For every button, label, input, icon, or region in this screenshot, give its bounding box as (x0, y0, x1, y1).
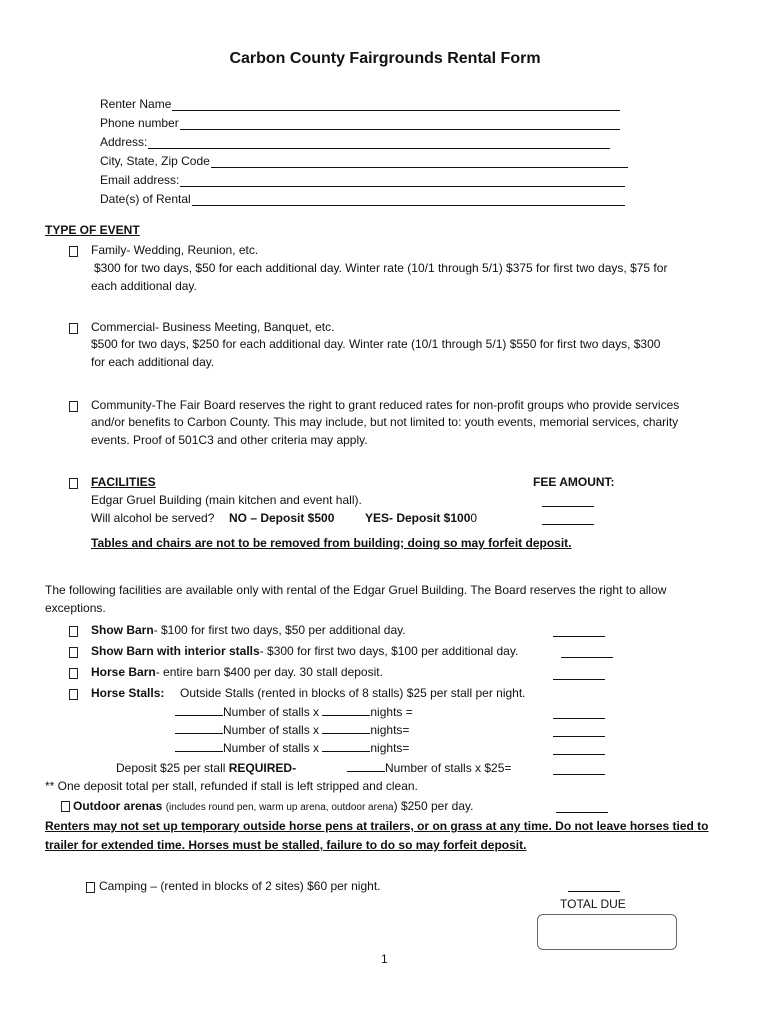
type-of-event-heading: TYPE OF EVENT (45, 223, 140, 237)
email-label: Email address: (100, 173, 180, 187)
horse-barn-rate: - entire barn $400 per day. 30 stall deposit. (155, 665, 383, 679)
alcohol-question: Will alcohol be served? (91, 511, 215, 525)
stall-row-3-fee-line[interactable] (553, 754, 605, 755)
outdoor-arenas-line (73, 799, 473, 813)
commercial-label: Commercial- Business Meeting, Banquet, etc. (91, 320, 335, 334)
phone-number-label: Phone number (100, 116, 179, 130)
horse-barn-line (91, 665, 383, 679)
stall-row-2-nights-label: nights= (370, 723, 410, 737)
outdoor-arenas-label: Outdoor arenas (73, 799, 163, 813)
horse-stalls-rate: Outside Stalls (rented in blocks of 8 stalls) $25 per stall per night. (180, 686, 526, 700)
stall-row-2-stalls-blank[interactable] (175, 723, 223, 734)
stall-row-2-nights-blank[interactable] (322, 723, 370, 734)
phone-number-line[interactable] (180, 118, 620, 130)
page-number: 1 (381, 952, 388, 966)
stall-row-3 (175, 741, 409, 755)
community-line3: events. Proof of 501C3 and other criteria may apply. (91, 433, 368, 447)
address-label: Address: (100, 135, 148, 149)
show-barn-checkbox[interactable] (69, 626, 78, 637)
stall-row-1-nights-label: nights = (370, 705, 413, 719)
commercial-rate-line1: $500 for two days, $250 for each additional day. Winter rate (10/1 through 5/1) $550 for first two days, $300 (91, 337, 661, 351)
interior-stalls-label: Show Barn with interior stalls (91, 644, 260, 658)
city-state-zip-field[interactable] (100, 152, 628, 168)
camping-fee-line[interactable] (568, 891, 620, 892)
stall-deposit-required: REQUIRED- (228, 761, 297, 775)
stall-deposit-lead: Deposit $25 per stall (116, 761, 229, 775)
show-barn-rate: - $100 for first two days, $50 per additional day. (153, 623, 406, 637)
camping-line: Camping – (rented in blocks of 2 sites) $60 per night. (99, 879, 381, 893)
email-field[interactable] (100, 171, 625, 187)
interior-stalls-line (91, 644, 518, 658)
community-line1: Community-The Fair Board reserves the right to grant reduced rates for non-profit groups who provide services (91, 398, 680, 412)
interior-stalls-checkbox[interactable] (69, 647, 78, 658)
renters-warning-line2: trailer for extended time. Horses must be stalled, failure to do so may forfeit deposit. (45, 838, 527, 852)
stall-deposit-count-blank[interactable] (347, 761, 385, 772)
stall-row-1-stalls-blank[interactable] (175, 705, 223, 716)
rental-dates-field[interactable] (100, 190, 625, 206)
stall-row-2-fee-line[interactable] (553, 736, 605, 737)
stall-row-3-number-label: Number of stalls x (223, 741, 323, 755)
family-checkbox[interactable] (69, 246, 78, 257)
facilities-heading: FACILITIES (91, 475, 156, 489)
address-line[interactable] (148, 137, 610, 149)
stall-row-2-number-label: Number of stalls x (223, 723, 323, 737)
outdoor-arenas-rate: ) $250 per day. (393, 799, 474, 813)
family-rate-line2: each additional day. (91, 279, 197, 293)
stall-row-1-nights-blank[interactable] (322, 705, 370, 716)
show-barn-fee-line[interactable] (553, 636, 605, 637)
stall-row-2 (175, 723, 409, 737)
commercial-rate-line2: for each additional day. (91, 355, 215, 369)
form-title: Carbon County Fairgrounds Rental Form (229, 50, 541, 67)
deposit-fee-line[interactable] (542, 524, 594, 525)
renter-name-field[interactable] (100, 95, 620, 111)
alcohol-yes-label: YES- Deposit $100 (365, 511, 471, 525)
horse-barn-label: Horse Barn (91, 665, 156, 679)
city-state-zip-label: City, State, Zip Code (100, 154, 210, 168)
rental-dates-label: Date(s) of Rental (100, 192, 191, 206)
outdoor-arenas-fee-line[interactable] (556, 812, 608, 813)
stall-deposit-line (116, 761, 296, 775)
stall-row-1-number-label: Number of stalls x (223, 705, 323, 719)
commercial-checkbox[interactable] (69, 323, 78, 334)
total-due-label: TOTAL DUE (560, 897, 626, 911)
renter-name-line[interactable] (172, 99, 620, 111)
stall-row-3-nights-blank[interactable] (322, 741, 370, 752)
interior-stalls-fee-line[interactable] (561, 657, 613, 658)
stall-row-3-nights-label: nights= (370, 741, 410, 755)
building-fee-line[interactable] (542, 506, 594, 507)
alcohol-no-option: NO – Deposit $500 (229, 511, 335, 525)
interior-stalls-rate: - $300 for first two days, $100 per additional day. (259, 644, 519, 658)
family-label: Family- Wedding, Reunion, etc. (91, 243, 259, 257)
following-facilities-line2: exceptions. (45, 601, 106, 615)
deposit-note: ** One deposit total per stall, refunded if stall is left stripped and clean. (45, 779, 418, 793)
alcohol-yes-option (365, 511, 477, 525)
stall-row-1-fee-line[interactable] (553, 718, 605, 719)
stall-deposit-fee-line[interactable] (553, 774, 605, 775)
city-state-zip-line[interactable] (211, 156, 628, 168)
renter-name-label: Renter Name (100, 97, 172, 111)
community-checkbox[interactable] (69, 401, 78, 412)
facilities-checkbox[interactable] (69, 478, 78, 489)
email-line[interactable] (180, 175, 625, 187)
horse-barn-fee-line[interactable] (553, 679, 605, 680)
horse-stalls-checkbox[interactable] (69, 689, 78, 700)
renters-warning-line1: Renters may not set up temporary outside horse pens at trailers, or on grass at any time. Do not leave horses tied to (45, 819, 709, 833)
stall-row-1 (175, 705, 413, 719)
following-facilities-line1: The following facilities are available only with rental of the Edgar Gruel Building. The Board reserves the right to allow (45, 583, 667, 597)
tables-chairs-warning: Tables and chairs are not to be removed from building; doing so may forfeit deposit. (91, 536, 572, 550)
rental-dates-line[interactable] (192, 194, 625, 206)
stall-deposit-tail: Number of stalls x $25= (385, 761, 512, 775)
stall-row-3-stalls-blank[interactable] (175, 741, 223, 752)
outdoor-arenas-includes: (includes round pen, warm up arena, outdoor arena (165, 802, 394, 813)
building-description: Edgar Gruel Building (main kitchen and event hall). (91, 493, 362, 507)
outdoor-arenas-checkbox[interactable] (61, 801, 70, 812)
total-due-box[interactable] (537, 914, 677, 950)
camping-checkbox[interactable] (86, 882, 95, 893)
alcohol-yes-tail: 0 (470, 511, 478, 525)
horse-stalls-label: Horse Stalls: (91, 686, 165, 700)
show-barn-label: Show Barn (91, 623, 154, 637)
fee-amount-heading: FEE AMOUNT: (533, 475, 615, 489)
phone-number-field[interactable] (100, 114, 620, 130)
family-rate-line1: $300 for two days, $50 for each additional day. Winter rate (10/1 through 5/1) $375 for first two days, $75 for (94, 261, 668, 275)
address-field[interactable] (100, 133, 610, 149)
stall-deposit-count (347, 761, 511, 775)
horse-barn-checkbox[interactable] (69, 668, 78, 679)
community-line2: and/or benefits to Carbon County. This may include, but not limited to: youth events, memorial services, charity (91, 415, 679, 429)
show-barn-line (91, 623, 406, 637)
